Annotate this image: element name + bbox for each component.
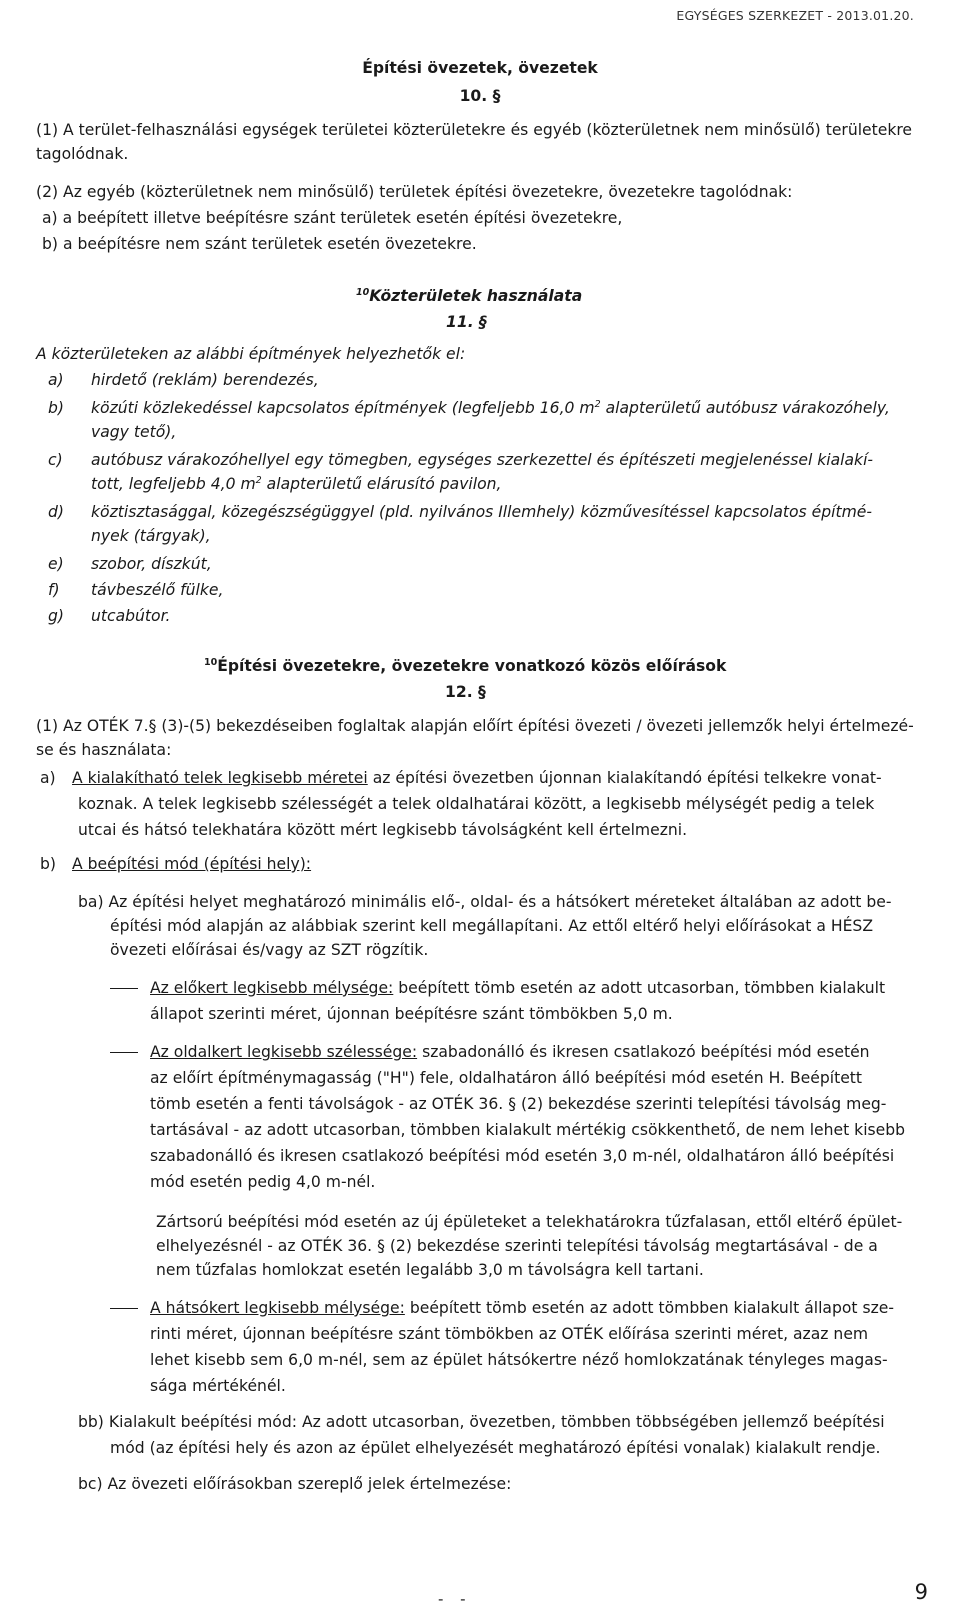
section-11-title: Közterületek használata [369,287,583,305]
underlined-term: A hátsókert legkisebb mélysége: [150,1299,405,1317]
s12-hatsokert-line4: sága mértékénél. [150,1377,286,1395]
s12-ba-line3: övezeti előírásai és/vagy az SZT rögzítik. [110,941,429,959]
page-number: 9 [914,1580,928,1604]
section-10-heading: Építési övezetek, övezetek [362,59,598,77]
footnote-ref: 10 [356,286,370,298]
section-12-heading [204,654,726,678]
s12-bb-line2: mód (az építési hely és azon az épület elhelyezését meghatározó építési vonalak) kialakult rendje. [110,1439,881,1457]
s12-elokert-line2: állapot szerinti méret, újonnan beépítésre szánt tömbökben 5,0 m. [150,1005,673,1023]
s12-item-a-line1: A kialakítható telek legkisebb méretei az építési övezetben újonnan kialakítandó építési telkekre vonat- [72,769,882,787]
s12-item-a-label: a) [40,769,56,787]
s11-item-text: köztisztasággal, közegészségüggyel (pld. nyilvános Illemhely) közművesítéssel kapcsolatos építmé- [91,503,872,521]
section-12-title: Építési övezetekre, övezetekre vonatkozó közös előírások [217,657,727,675]
s11-item-text: vagy tető), [91,423,177,441]
s12-zartsoru-line1: Zártsorú beépítési mód esetén az új épületeket a telekhatárokra tűzfalasan, ettől eltérő épület- [156,1213,903,1231]
s12-item-a-line3: utcai és hátsó telekhatára között mért legkisebb távolságként kell értelmezni. [78,821,688,839]
s10-p2-item-b: b) a beépítésre nem szánt területek esetén övezetekre. [42,235,477,253]
underlined-term: A kialakítható telek legkisebb méretei [72,769,368,787]
s11-item-label: d) [48,503,64,521]
s10-p1-line2: tagolódnak. [36,145,129,163]
s12-bc-line1: bc) Az övezeti előírásokban szereplő jelek értelmezése: [78,1475,512,1493]
section-10-number: 10. § [459,87,501,105]
s12-ba-line1: ba) Az építési helyet meghatározó minimális elő-, oldal- és a hátsókert méreteket általában az adott be- [78,893,892,911]
s12-oldalkert-line6: mód esetén pedig 4,0 m-nél. [150,1173,376,1191]
dash-bullet [110,988,138,989]
s11-item-text: autóbusz várakozóhellyel egy tömegben, egységes szerkezettel és építészeti megjelenéssel kialakí- [91,451,874,469]
underlined-term: Az oldalkert legkisebb szélessége: [150,1043,418,1061]
s12-zartsoru-line3: nem tűzfalas homlokzat esetén legalább 3,0 m távolságra kell tartani. [156,1261,704,1279]
s12-ba-line2: építési mód alapján az alábbiak szerint kell megállapítani. Az ettől eltérő helyi előírásokat a HÉSZ [110,917,874,935]
s11-item-text: tott, legfeljebb 4,0 $m^2$ alapterületű elárusító pavilon, [91,474,502,493]
section-11-number: 11. § [446,313,487,331]
s12-hatsokert-line1: A hátsókert legkisebb mélysége: beépített tömb esetén az adott tömbben kialakult állapot sze- [150,1299,895,1317]
s11-item-label: g) [48,607,64,625]
running-header: EGYSÉGES SZERKEZET - 2013.01.20. [676,8,914,23]
footnote-ref: 10 [204,656,218,668]
s12-oldalkert-line5: szabadonálló és ikresen csatlakozó beépítési mód esetén 3,0 m-nél, oldalhatáron álló beépítési [150,1147,895,1165]
footer-dashes: - - [438,1590,472,1608]
s12-oldalkert-line4: tartásával - az adott utcasorban, tömbben kialakult mértékig csökkenthető, de nem lehet kisebb [150,1121,906,1139]
dash-bullet [110,1308,138,1309]
s11-item-label: f) [48,581,60,599]
s12-p1-line1: (1) Az OTÉK 7.§ (3)-(5) bekezdéseiben foglaltak alapján előírt építési övezeti / övezeti jellemzők helyi értelmezé- [36,717,914,735]
s12-oldalkert-line2: az előírt építménymagasság ("H") fele, oldalhatáron álló beépítési mód esetén H. Beépített [150,1069,863,1087]
s11-item-text: közúti közlekedéssel kapcsolatos építmények (legfeljebb 16,0 $m^2$ alapterületű autóbusz várakozóhely, [91,398,890,417]
s12-hatsokert-line2: rinti méret, újonnan beépítésre szánt tömbökben az OTÉK előírása szerinti méret, azaz nem [150,1325,869,1343]
s12-oldalkert-line1: Az oldalkert legkisebb szélessége: szabadonálló és ikresen csatlakozó beépítési mód esetén [150,1043,870,1061]
dash-bullet [110,1052,138,1053]
s10-p2-item-a: a) a beépített illetve beépítésre szánt területek esetén építési övezetekre, [42,209,623,227]
s12-item-b-title [72,852,311,876]
section-11-heading [356,284,582,308]
section-12-number: 12. § [445,683,486,701]
underlined-term: Az előkert legkisebb mélysége: [150,979,394,997]
s12-zartsoru-line2: elhelyezésnél - az OTÉK 36. § (2) bekezdése szerinti telepítési távolság megtartásával - de a [156,1237,878,1255]
s11-item-label: e) [48,555,64,573]
s10-p1-line1: (1) A terület-felhasználási egységek területei közterületekre és egyéb (közterületnek nem minősülő) területekre [36,121,913,139]
s11-item-text: távbeszélő fülke, [91,581,224,599]
s12-p1-line2: se és használata: [36,741,172,759]
s11-item-label: b) [48,399,64,417]
s11-intro: A közterületeken az alábbi építmények helyezhetők el: [36,345,466,363]
s11-item-text: utcabútor. [91,607,171,625]
s12-bb-line1: bb) Kialakult beépítési mód: Az adott utcasorban, övezetben, tömbben többségében jellemző beépítési [78,1413,885,1431]
s11-item-label: c) [48,451,63,469]
s11-item-text: szobor, díszkút, [91,555,212,573]
underlined-term: A beépítési mód (építési hely): [72,855,312,873]
s12-elokert-line1: Az előkert legkisebb mélysége: beépített tömb esetén az adott utcasorban, tömbben kialakult [150,979,886,997]
s12-oldalkert-line3: tömb esetén a fenti távolságok - az OTÉK 36. § (2) bekezdése szerinti telepítési távolság meg- [150,1095,887,1113]
s11-item-label: a) [48,371,64,389]
s12-item-a-line2: koznak. A telek legkisebb szélességét a telek oldalhatárai között, a legkisebb mélységét pedig a telek [78,795,875,813]
s11-item-text: nyek (tárgyak), [91,527,211,545]
s10-p2-intro: (2) Az egyéb (közterületnek nem minősülő) területek építési övezetekre, övezetekre tagolódnak: [36,183,793,201]
s11-item-text: hirdető (reklám) berendezés, [91,371,319,389]
s12-hatsokert-line3: lehet kisebb sem 6,0 m-nél, sem az épület hátsókertre néző homlokzatának tényleges magas- [150,1351,888,1369]
s12-item-b-label: b) [40,855,56,873]
